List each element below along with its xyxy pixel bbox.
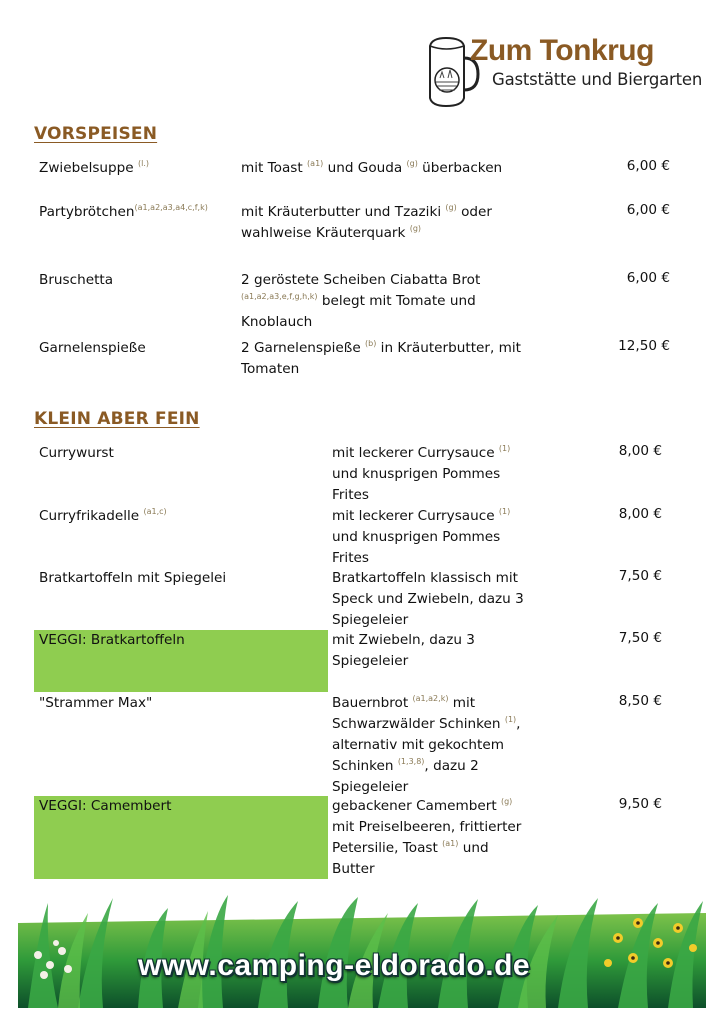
item-name-veggi: VEGGI: Bratkartoffeln: [39, 632, 185, 648]
restaurant-logo: [424, 30, 703, 110]
item-price: 6,00 €: [626, 158, 670, 174]
item-description: mit leckerer Currysauce $^{(1)}$ und knusprigen Pommes Frites: [332, 507, 511, 566]
item-name: Bratkartoffeln mit Spiegelei: [39, 570, 227, 586]
item-price: 9,50 €: [618, 796, 662, 812]
website-url[interactable]: www.camping-eldorado.de: [138, 949, 531, 982]
section-title-vorspeisen: VORSPEISEN: [34, 124, 158, 144]
item-price: 7,50 €: [618, 568, 662, 584]
item-description: 2 geröstete Scheiben Ciabatta Brot $^{(a1,a2,a3,e,f,g,h,k)}$ belegt mit Tomate und Knoblauch: [241, 272, 481, 330]
logo-subtitle: Gaststätte und Biergarten: [492, 70, 703, 89]
item-name: Partybrötchen$^{(a1,a2,a3,a4,c,f,k)}$: [39, 203, 208, 220]
item-name: Garnelenspieße: [39, 340, 146, 356]
item-price: 8,00 €: [618, 443, 662, 459]
item-description: gebackener Camembert $^{(g)}$ mit Preiselbeeren, frittierter Petersilie, Toast $^{(a1)}$ und Butter: [332, 797, 522, 877]
item-description: Bauernbrot $^{(a1,a2,k)}$ mit Schwarzwälder Schinken $^{(1)}$, alternativ mit gekochtem Schinken $^{(1,3,8)}$, dazu 2 Spiegeleier: [332, 694, 521, 795]
item-description: mit Toast $^{(a1)}$ und Gouda $^{(g)}$ überbacken: [241, 159, 503, 176]
section-title-klein-aber-fein: KLEIN ABER FEIN: [34, 409, 200, 429]
grass-banner: [18, 893, 706, 1008]
logo-title: Zum Tonkrug: [470, 34, 654, 67]
item-description: 2 Garnelenspieße $^{(b)}$ in Kräuterbutter, mit Tomaten: [241, 339, 521, 377]
item-price: 12,50 €: [618, 338, 670, 354]
item-description: mit leckerer Currysauce $^{(1)}$ und knusprigen Pommes Frites: [332, 444, 511, 503]
item-name: Bruschetta: [39, 272, 114, 288]
item-price: 7,50 €: [618, 630, 662, 646]
item-name: Currywurst: [39, 445, 114, 461]
item-name: Zwiebelsuppe $^{(l.)}$: [39, 159, 150, 176]
item-price: 8,50 €: [618, 693, 662, 709]
item-name: Curryfrikadelle $^{(a1,c)}$: [39, 507, 167, 524]
item-description: Bratkartoffeln klassisch mit Speck und Zwiebeln, dazu 3 Spiegeleier: [332, 570, 524, 628]
item-description: mit Kräuterbutter und Tzaziki $^{(g)}$ oder wahlweise Kräuterquark $^{(g)}$: [241, 203, 492, 241]
item-price: 8,00 €: [618, 506, 662, 522]
item-name: "Strammer Max": [39, 695, 153, 711]
item-name-veggi: VEGGI: Camembert: [39, 798, 172, 814]
item-description: mit Zwiebeln, dazu 3 Spiegeleier: [332, 632, 475, 669]
item-price: 6,00 €: [626, 270, 670, 286]
item-price: 6,00 €: [626, 202, 670, 218]
